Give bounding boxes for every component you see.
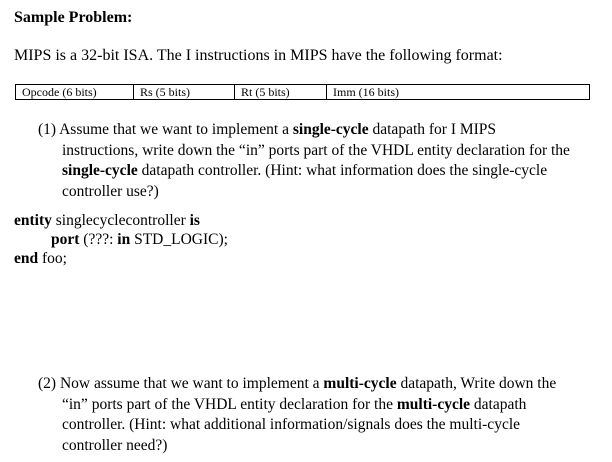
question-1-line-1	[38, 120, 598, 141]
question-2-text: datapath, Write down the	[396, 375, 557, 392]
keyword-end: end	[14, 250, 39, 267]
question-2-line-2	[38, 395, 598, 416]
question-2-number: (2)	[38, 375, 57, 392]
keyword-is: is	[189, 212, 200, 229]
vhdl-code-block	[14, 211, 228, 268]
question-2-line-1	[38, 374, 598, 395]
entity-name: singlecyclecontroller	[51, 212, 190, 229]
port-type: STD_LOGIC);	[130, 231, 228, 248]
question-1-text: datapath controller. (Hint: what information does the single-cycle	[137, 162, 548, 179]
question-2-text: Now assume that we want to implement a	[59, 375, 324, 392]
question-2-line-3: controller. (Hint: what additional information/signals does the multi-cycle	[62, 416, 521, 433]
code-line-port	[14, 230, 228, 249]
format-field-rt: Rt (5 bits)	[235, 85, 327, 99]
port-signal: (???:	[79, 231, 118, 248]
page-title: Sample Problem:	[14, 9, 133, 26]
format-field-opcode: Opcode (6 bits)	[16, 85, 134, 99]
question-2	[38, 374, 598, 456]
question-2-text: “in” ports part of the VHDL entity declaration for the	[62, 395, 397, 413]
question-1-emphasis: single-cycle	[292, 121, 369, 138]
end-name: foo;	[38, 250, 67, 267]
keyword-in: in	[117, 231, 131, 248]
question-1-text: Assume that we want to implement a	[59, 121, 293, 138]
question-1-line-2: instructions, write down the “in” ports part of the VHDL entity declaration for the	[62, 141, 570, 159]
format-field-rs: Rs (5 bits)	[134, 85, 235, 99]
question-2-emphasis: multi-cycle	[323, 375, 397, 392]
question-2-emphasis: multi-cycle	[396, 395, 471, 413]
question-2-line-4: controller need?)	[62, 436, 168, 454]
question-2-text: datapath	[470, 395, 527, 413]
question-1-line-4: controller use?)	[62, 182, 159, 200]
code-line-end	[14, 249, 228, 268]
instruction-format-table	[15, 84, 590, 100]
keyword-port: port	[51, 231, 80, 248]
question-1-number: (1)	[38, 121, 57, 138]
keyword-entity: entity	[14, 212, 52, 229]
code-line-entity	[14, 211, 228, 230]
question-1-text: datapath for I MIPS	[368, 121, 497, 138]
question-1-line-3	[38, 161, 598, 182]
intro-text: MIPS is a 32-bit ISA. The I instructions in MIPS have the following format:	[14, 47, 503, 64]
question-1-emphasis: single-cycle	[62, 162, 138, 179]
question-1	[38, 120, 598, 202]
format-field-imm: Imm (16 bits)	[333, 85, 399, 99]
